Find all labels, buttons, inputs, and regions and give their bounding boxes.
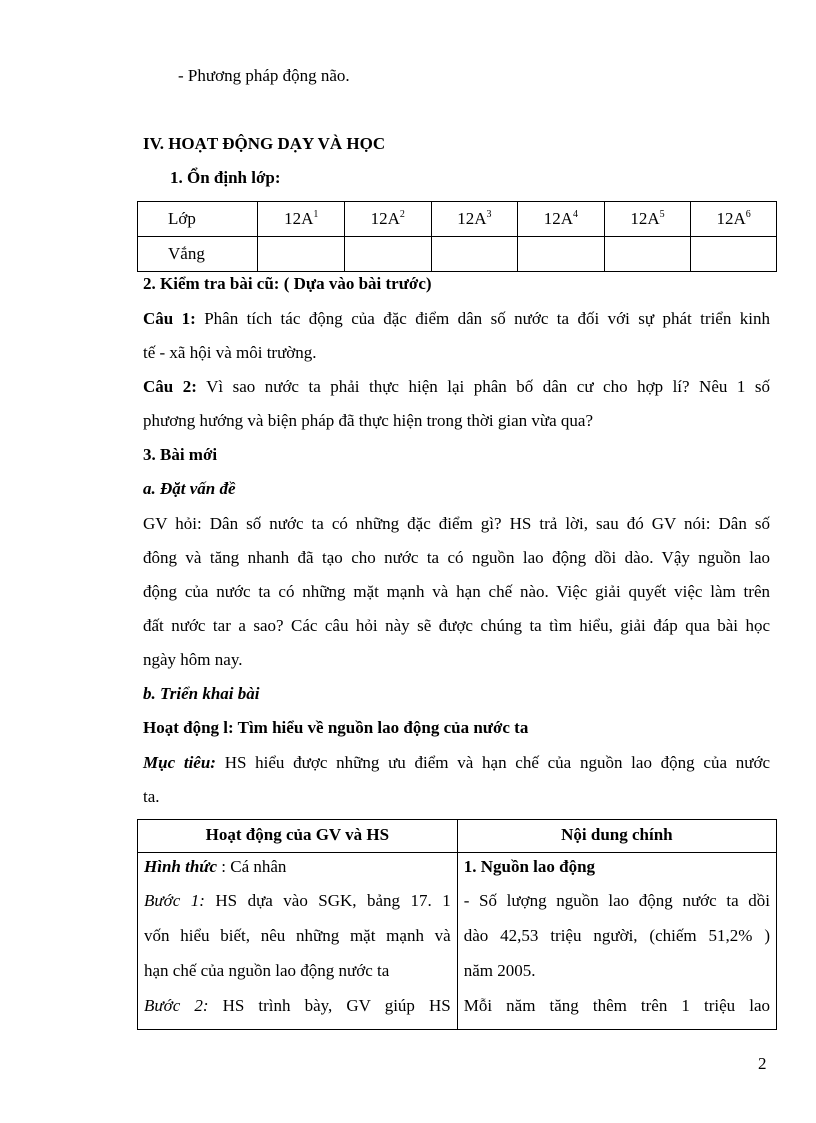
class-cell: $12A^4$ — [518, 202, 605, 237]
goal-line2: ta. — [143, 787, 160, 806]
col-header-content: Nội dung chính — [457, 820, 776, 853]
absent-cell — [691, 237, 777, 272]
absent-cell — [258, 237, 345, 272]
para-a-line: đông và tăng nhanh đã tạo cho nước ta có nguồn lao động dồi dào. Vậy nguồn lao — [143, 548, 770, 567]
row-label-class: Lớp — [138, 202, 258, 237]
sub-b-title: b. Triển khai bài — [143, 684, 260, 703]
content-line: năm 2005. — [463, 961, 536, 980]
absent-cell — [518, 237, 605, 272]
step1-title: 1. Ổn định lớp: — [170, 168, 281, 187]
step1-line: Bước 1: HS dựa vào SGK, bảng 17. 1 — [144, 891, 451, 910]
class-cell: $12A^2$ — [345, 202, 432, 237]
activity-header-row — [138, 820, 777, 853]
section-title: IV. HOẠT ĐỘNG DẠY VÀ HỌC — [143, 134, 386, 153]
content-title: 1. Nguồn lao động — [463, 857, 596, 876]
content-line: dào 42,53 triệu người, (chiếm 51,2% ) — [463, 926, 770, 945]
class-attendance-table — [137, 201, 777, 272]
para-a-line: động của nước ta có những mặt mạnh và hạn chế nào. Việc giải quyết việc làm trên — [143, 582, 770, 601]
sub-a-title: a. Đặt vấn đề — [143, 479, 236, 498]
class-cell: $12A^3$ — [431, 202, 518, 237]
content-line: Mỗi năm tăng thêm trên 1 triệu lao — [463, 996, 770, 1015]
absent-cell — [431, 237, 518, 272]
activity-cell — [138, 853, 458, 1030]
content-cell — [457, 853, 776, 1030]
absent-cell — [604, 237, 691, 272]
absent-row — [138, 237, 777, 272]
class-row — [138, 202, 777, 237]
activity1-title: Hoạt động l: Tìm hiểu về nguồn lao động của nước ta — [143, 718, 529, 737]
activity-table — [137, 819, 777, 1030]
para-a-line: đất nước tar a sao? Các câu hỏi này sẽ được chúng ta tìm hiểu, giải đáp qua bài học — [143, 616, 770, 635]
intro-method: - Phương pháp động não. — [178, 66, 350, 85]
row-label-absent: Vắng — [138, 237, 258, 272]
goal-line1: Mục tiêu: HS hiểu được những ưu điểm và hạn chế của nguồn lao động của nước — [143, 753, 770, 772]
para-a-line: GV hỏi: Dân số nước ta có những đặc điểm gì? HS trả lời, sau đó GV nói: Dân số — [143, 514, 770, 533]
question1-line1: Câu 1: Phân tích tác động của đặc điểm dân số nước ta đối với sự phát triển kinh — [143, 309, 770, 328]
class-cell: $12A^1$ — [258, 202, 345, 237]
para-a-line: ngày hôm nay. — [143, 650, 243, 669]
question1-line2: tế - xã hội và môi trường. — [143, 343, 317, 362]
content-line: - Số lượng nguồn lao động nước ta dồi — [463, 891, 770, 910]
step1-line: vốn hiểu biết, nêu những mặt mạnh và — [144, 926, 451, 945]
question2-line1: Câu 2: Vì sao nước ta phải thực hiện lại phân bố dân cư cho hợp lí? Nêu 1 số — [143, 377, 770, 396]
step2-line: Bước 2: HS trình bày, GV giúp HS — [144, 996, 451, 1015]
activity-body-row — [138, 853, 777, 1030]
class-cell: $12A^6$ — [691, 202, 777, 237]
step1-line: hạn chế của nguồn lao động nước ta — [144, 961, 390, 980]
step3-title: 3. Bài mới — [143, 445, 218, 464]
col-header-activity: Hoạt động của GV và HS — [138, 820, 458, 853]
absent-cell — [345, 237, 432, 272]
form-line: Hình thức : Cá nhân — [144, 857, 287, 876]
step2-title: 2. Kiểm tra bài cũ: ( Dựa vào bài trước) — [143, 274, 432, 293]
page-number: 2 — [758, 1054, 767, 1073]
class-cell: $12A^5$ — [604, 202, 691, 237]
question2-line2: phương hướng và biện pháp đã thực hiện trong thời gian vừa qua? — [143, 411, 594, 430]
